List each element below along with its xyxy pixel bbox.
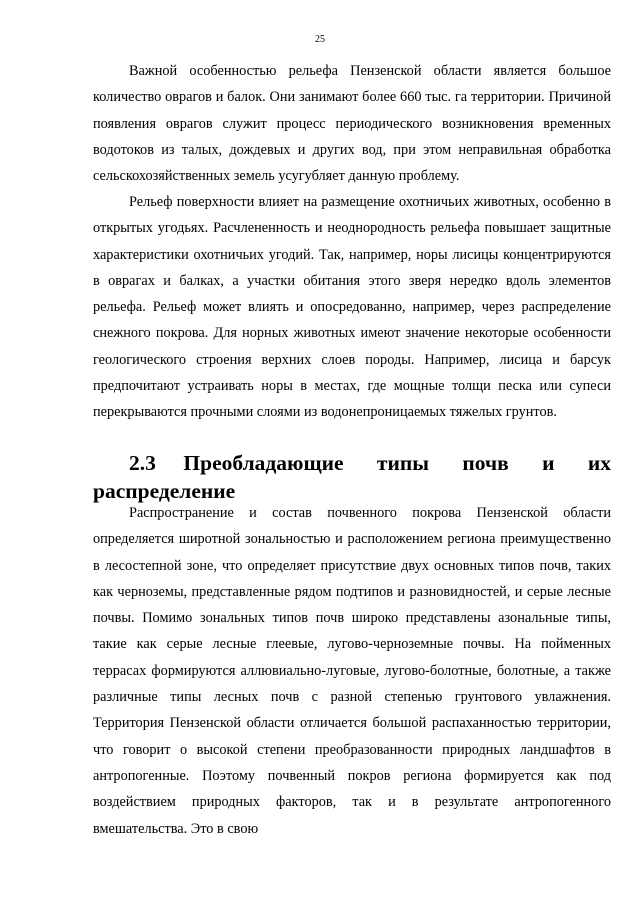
page-number: 25: [315, 34, 325, 45]
section-heading: [93, 449, 611, 505]
paragraph-relief-ravines: [93, 58, 611, 189]
section-number: 2.3: [129, 451, 156, 475]
paragraph-text: Важной особенностью рельефа Пензенской области является большое количество оврагов и балок. Они занимают более 660 тыс. га территории. Причиной появления оврагов служит процесс периодического возникновения временных водотоков из талых, дождевых и других вод, при этом неправильная обработка сельскохозяйственных земель усугубляет данную проблему.: [93, 63, 611, 185]
paragraph-text: Распространение и состав почвенного покрова Пензенской области определяется широтной зональностью и расположением региона преимущественно в лесостепной зоне, что определяет присутствие двух основных типов почв, таких как черноземы, представленные рядом подтипов и разновидностей, и серые лесные почвы. Помимо зональных типов почв широко представлены азональные типы, такие как серые лесные глеевые, лугово-черноземные почвы. На пойменных террасах формируются аллювиально-луговые, лугово-болотные, болотные, а также различные типы лесных почв с разной степенью грунтового увлажнения. Территория Пензенской области отличается большой распаханностью территории, что говорит о высокой степени преобразованности природных ландшафтов в антропогенные. Поэтому почвенный покров региона формируется как под воздействием природных факторов, так и в результате антропогенного вмешательства. Это в свою: [93, 505, 611, 837]
paragraph-text: Рельеф поверхности влияет на размещение охотничьих животных, особенно в открытых угодьях. Расчлененность и неоднородность рельефа повышает защитные характеристики охотничьих угодий. Так, например, норы лисицы концентрируются в оврагах и балках, а участки обитания этого зверя нередко вдоль элементов рельефа. Рельеф может влиять и опосредованно, например, через распределение снежного покрова. Для норных животных имеют значение некоторые особенности геологического строения верхних слоев породы. Например, лисица и барсук предпочитают устраивать норы в местах, где мощные толщи песка или супеси перекрываются прочными слоями из водонепроницаемых тяжелых грунтов.: [93, 194, 611, 421]
paragraph-relief-animals: [93, 189, 611, 426]
section-title: Преобладающие типы почв и их распределение: [93, 451, 612, 503]
paragraph-soil-types: [93, 500, 611, 842]
